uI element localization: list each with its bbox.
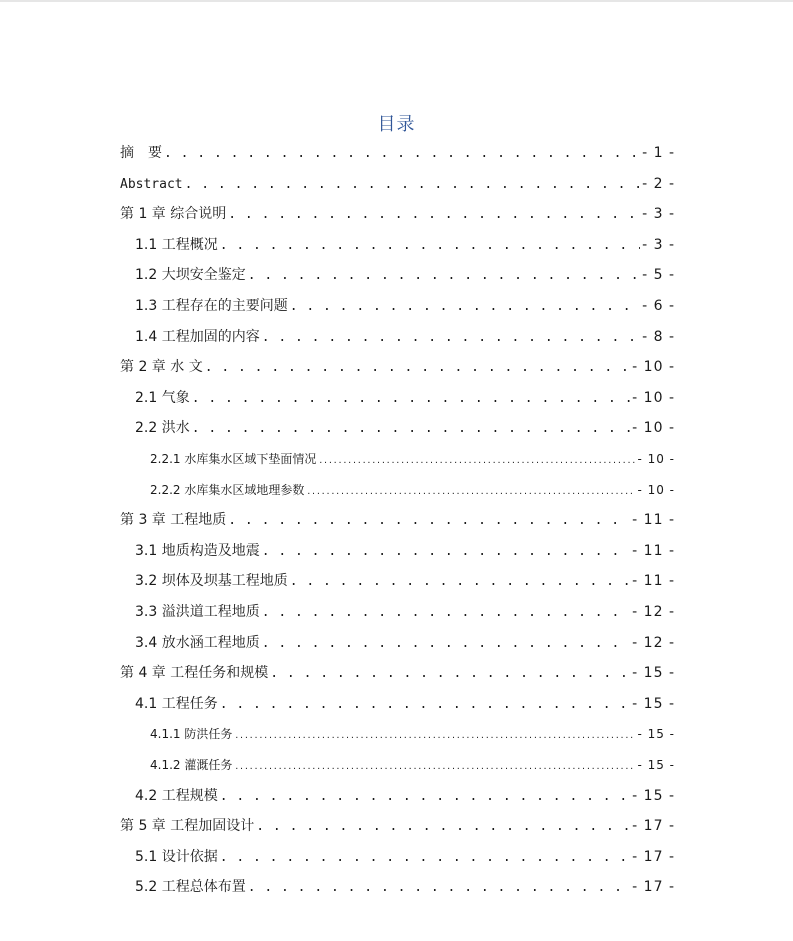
toc-entry[interactable] bbox=[135, 786, 675, 806]
dot-leader bbox=[234, 726, 635, 744]
toc-entry-label: 1.4 工程加固的内容 bbox=[135, 328, 260, 345]
toc-entry-page-number: - 15 - bbox=[637, 727, 675, 742]
toc-entry-page-number: - 11 - bbox=[632, 573, 675, 590]
dot-leader bbox=[220, 848, 630, 867]
toc-entry-label: 2.2.1 水库集水区域下垫面情况 bbox=[150, 452, 317, 466]
toc-entry-page-number: - 10 - bbox=[632, 389, 675, 406]
toc-entry-page-number: - 15 - bbox=[632, 787, 675, 804]
dot-leader bbox=[185, 175, 640, 194]
toc-entry-page-number: - 1 - bbox=[642, 145, 675, 161]
toc-entry-label: 3.1 地质构造及地震 bbox=[135, 542, 260, 559]
dot-leader bbox=[192, 419, 630, 438]
toc-entry[interactable] bbox=[135, 296, 675, 316]
page-top-border bbox=[0, 0, 793, 2]
toc-entry-page-number: - 11 - bbox=[632, 512, 675, 529]
dot-leader bbox=[228, 205, 640, 224]
toc-entry[interactable] bbox=[135, 418, 675, 438]
toc-entry-page-number: - 17 - bbox=[632, 879, 675, 896]
toc-entry[interactable] bbox=[150, 480, 675, 500]
toc-entry[interactable] bbox=[120, 510, 675, 530]
dot-leader bbox=[290, 297, 640, 316]
toc-entry-label: 第 3 章 工程地质 bbox=[120, 512, 227, 529]
dot-leader bbox=[262, 328, 640, 347]
dot-leader bbox=[256, 817, 630, 836]
toc-entry[interactable] bbox=[135, 602, 675, 622]
toc-entry-label: 2.2.2 水库集水区域地理参数 bbox=[150, 482, 305, 497]
dot-leader bbox=[205, 358, 630, 377]
toc-entry-page-number: - 3 - bbox=[642, 236, 675, 253]
toc-entry-label: 2.1 气象 bbox=[135, 389, 190, 406]
toc-entry[interactable] bbox=[135, 877, 675, 897]
toc-entry-page-number: - 10 - bbox=[637, 482, 675, 497]
toc-entry-page-number: - 17 - bbox=[632, 818, 675, 835]
dot-leader bbox=[192, 389, 630, 408]
toc-entry[interactable] bbox=[135, 694, 675, 714]
toc-entry[interactable] bbox=[120, 204, 675, 224]
toc-entry-label: 第 4 章 工程任务和规模 bbox=[120, 665, 269, 682]
toc-entry-page-number: - 15 - bbox=[632, 695, 675, 712]
toc-entry-page-number: - 5 - bbox=[642, 267, 675, 284]
dot-leader bbox=[164, 144, 640, 163]
dot-leader bbox=[262, 634, 630, 653]
toc-entry[interactable] bbox=[135, 633, 675, 653]
toc-entry-label: 4.2 工程规模 bbox=[135, 787, 218, 804]
toc-entry[interactable] bbox=[150, 755, 675, 775]
dot-leader bbox=[220, 695, 630, 714]
dot-leader bbox=[248, 878, 630, 897]
toc-entry[interactable] bbox=[120, 816, 675, 836]
toc-entry-page-number: - 8 - bbox=[642, 328, 675, 345]
dot-leader bbox=[234, 757, 635, 775]
dot-leader bbox=[318, 451, 635, 469]
toc-entry-label: 3.3 溢洪道工程地质 bbox=[135, 604, 260, 620]
dot-leader bbox=[220, 787, 630, 806]
toc-entry-label: 1.3 工程存在的主要问题 bbox=[135, 298, 288, 314]
toc-title: 目录 bbox=[377, 114, 416, 135]
dot-leader bbox=[306, 482, 635, 500]
toc-entry-page-number: - 12 - bbox=[632, 634, 675, 651]
toc-entry-label: 5.1 设计依据 bbox=[135, 848, 218, 865]
toc-entry-page-number: - 11 - bbox=[632, 542, 675, 559]
toc-entry-label: 2.2 洪水 bbox=[135, 420, 190, 437]
toc-entry-label: 3.2 坝体及坝基工程地质 bbox=[135, 573, 288, 590]
toc-entry-page-number: - 3 - bbox=[642, 206, 675, 223]
toc-entry-label: 3.4 放水涵工程地质 bbox=[135, 634, 260, 651]
toc-entry-page-number: - 6 - bbox=[642, 298, 675, 314]
toc-entry-label: 4.1.1 防洪任务 bbox=[150, 727, 233, 742]
toc-entry-page-number: - 15 - bbox=[637, 758, 675, 772]
toc-entry-label: 4.1 工程任务 bbox=[135, 695, 218, 712]
toc-entry[interactable] bbox=[120, 143, 675, 163]
toc-entry-page-number: - 10 - bbox=[637, 452, 675, 466]
toc-entry[interactable] bbox=[120, 663, 675, 683]
toc-entry-label: Abstract bbox=[120, 176, 183, 192]
toc-entry[interactable] bbox=[135, 265, 675, 285]
dot-leader bbox=[290, 572, 630, 591]
toc-entry-label: 4.1.2 灌溉任务 bbox=[150, 758, 233, 772]
toc-entry-page-number: - 17 - bbox=[632, 848, 675, 865]
toc-entry-page-number: - 10 - bbox=[632, 359, 675, 376]
toc-entry[interactable] bbox=[135, 541, 675, 561]
toc-entry[interactable] bbox=[120, 174, 675, 194]
dot-leader bbox=[262, 603, 630, 622]
toc-entry[interactable] bbox=[120, 357, 675, 377]
dot-leader bbox=[248, 266, 640, 285]
toc-entry[interactable] bbox=[135, 327, 675, 347]
toc-entry[interactable] bbox=[135, 847, 675, 867]
toc-entry[interactable] bbox=[150, 449, 675, 469]
toc-entry-label: 1.1 工程概况 bbox=[135, 236, 218, 253]
dot-leader bbox=[262, 542, 630, 561]
toc-entry-page-number: - 2 - bbox=[642, 175, 675, 192]
toc-entry[interactable] bbox=[135, 571, 675, 591]
dot-leader bbox=[228, 511, 630, 530]
toc-entry-label: 第 5 章 工程加固设计 bbox=[120, 818, 255, 835]
toc-entry-label: 1.2 大坝安全鉴定 bbox=[135, 267, 246, 284]
toc-entry-label: 第 2 章 水 文 bbox=[120, 359, 203, 376]
dot-leader bbox=[270, 664, 630, 683]
toc-entry-label: 5.2 工程总体布置 bbox=[135, 879, 246, 896]
toc-entry-label: 摘 要 bbox=[120, 145, 162, 161]
toc-entry-page-number: - 10 - bbox=[632, 420, 675, 437]
toc-entry-page-number: - 15 - bbox=[632, 665, 675, 682]
toc-entry[interactable] bbox=[135, 388, 675, 408]
toc-entry-page-number: - 12 - bbox=[632, 604, 675, 620]
toc-entry[interactable] bbox=[135, 235, 675, 255]
toc-entry-label: 第 1 章 综合说明 bbox=[120, 206, 227, 223]
dot-leader bbox=[220, 236, 640, 255]
toc-entry[interactable] bbox=[150, 724, 675, 744]
